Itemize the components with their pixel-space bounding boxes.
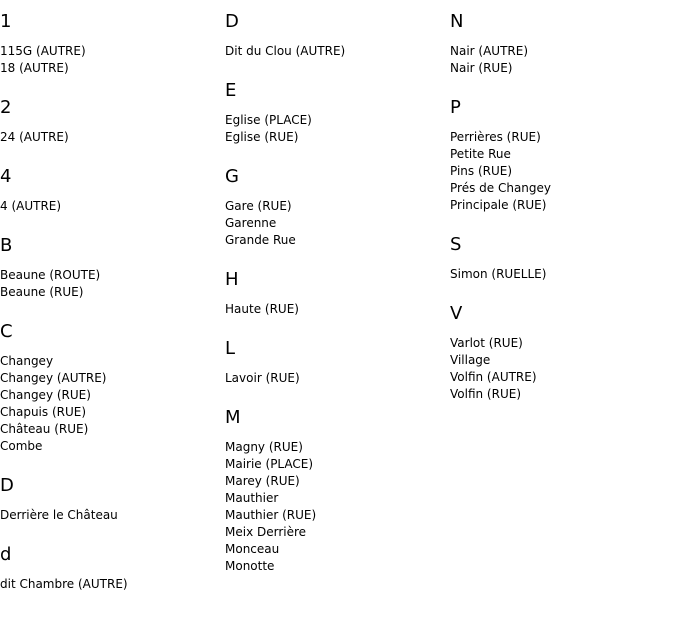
letter-group (450, 301, 670, 403)
street-link[interactable]: Lavoir (RUE) (225, 371, 300, 385)
street-link[interactable]: Monotte (225, 559, 275, 573)
street-link[interactable]: Dit du Clou (AUTRE) (225, 44, 346, 58)
letter-heading: G (225, 166, 239, 187)
index-column-2 (225, 9, 445, 593)
letter-heading: B (0, 235, 13, 256)
street-link[interactable]: Derrière le Château (0, 508, 118, 522)
letter-group (0, 473, 220, 524)
street-link[interactable]: Monceau (225, 542, 280, 556)
street-link[interactable]: Mairie (PLACE) (225, 457, 314, 471)
street-link[interactable]: Marey (RUE) (225, 474, 300, 488)
letter-group (450, 9, 670, 77)
street-link[interactable]: Principale (RUE) (450, 198, 547, 212)
letter-group (225, 78, 445, 146)
letter-group (450, 232, 670, 283)
street-link[interactable]: Mauthier (225, 491, 279, 505)
letter-group (225, 405, 445, 575)
street-link[interactable]: 24 (AUTRE) (0, 130, 69, 144)
letter-heading: P (450, 97, 461, 118)
letter-heading: E (225, 80, 237, 101)
letter-group (225, 336, 445, 387)
letter-group (0, 9, 220, 77)
street-link[interactable]: Nair (AUTRE) (450, 44, 529, 58)
street-link[interactable]: Pins (RUE) (450, 164, 513, 178)
street-link[interactable]: Nair (RUE) (450, 61, 513, 75)
letter-group (0, 95, 220, 146)
street-link[interactable]: Château (RUE) (0, 422, 89, 436)
letter-group (225, 9, 445, 60)
letter-heading: 2 (0, 97, 12, 118)
street-link[interactable]: Gare (RUE) (225, 199, 292, 213)
street-link[interactable]: Magny (RUE) (225, 440, 303, 454)
letter-group (0, 233, 220, 301)
street-link[interactable]: Volfin (AUTRE) (450, 370, 537, 384)
street-link[interactable]: Simon (RUELLE) (450, 267, 547, 281)
street-link[interactable]: Beaune (ROUTE) (0, 268, 101, 282)
letter-heading: 4 (0, 166, 12, 187)
letter-heading: S (450, 234, 462, 255)
street-link[interactable]: Changey (AUTRE) (0, 371, 107, 385)
street-link[interactable]: Beaune (RUE) (0, 285, 84, 299)
letter-heading: M (225, 407, 241, 428)
street-link[interactable]: Changey (RUE) (0, 388, 91, 402)
letter-heading: 1 (0, 11, 12, 32)
street-link[interactable]: dit Chambre (AUTRE) (0, 577, 128, 591)
street-link[interactable]: Eglise (RUE) (225, 130, 299, 144)
index-column-1 (0, 9, 220, 611)
letter-group (0, 542, 220, 593)
letter-heading: L (225, 338, 236, 359)
street-link[interactable]: Mauthier (RUE) (225, 508, 317, 522)
street-link[interactable]: Volfin (RUE) (450, 387, 521, 401)
letter-heading: D (225, 11, 239, 32)
street-link[interactable]: Petite Rue (450, 147, 511, 161)
street-link[interactable]: Grande Rue (225, 233, 296, 247)
letter-group (225, 164, 445, 249)
letter-heading: N (450, 11, 464, 32)
street-link[interactable]: Village (450, 353, 491, 367)
street-link[interactable]: 115G (AUTRE) (0, 44, 86, 58)
street-link[interactable]: Varlot (RUE) (450, 336, 523, 350)
letter-heading: d (0, 544, 12, 565)
street-link[interactable]: Prés de Changey (450, 181, 552, 195)
letter-group (0, 164, 220, 215)
letter-group (0, 319, 220, 455)
letter-heading: D (0, 475, 14, 496)
street-link[interactable]: Combe (0, 439, 43, 453)
street-link[interactable]: Perrières (RUE) (450, 130, 541, 144)
letter-heading: C (0, 321, 13, 342)
street-link[interactable]: Eglise (PLACE) (225, 113, 312, 127)
street-link[interactable]: Garenne (225, 216, 277, 230)
letter-heading: V (450, 303, 463, 324)
street-link[interactable]: 18 (AUTRE) (0, 61, 69, 75)
letter-group (450, 95, 670, 214)
street-link[interactable]: 4 (AUTRE) (0, 199, 62, 213)
street-link[interactable]: Changey (0, 354, 54, 368)
index-column-3 (450, 9, 670, 421)
street-link[interactable]: Chapuis (RUE) (0, 405, 87, 419)
street-link[interactable]: Meix Derrière (225, 525, 307, 539)
letter-group (225, 267, 445, 318)
letter-heading: H (225, 269, 239, 290)
street-link[interactable]: Haute (RUE) (225, 302, 299, 316)
